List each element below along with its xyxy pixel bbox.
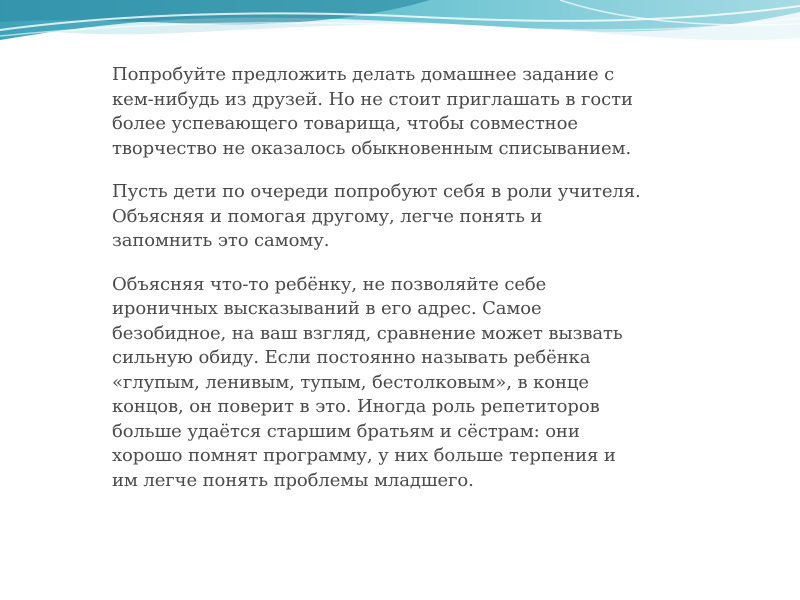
paragraph-children-as-teachers: Пусть дети по очереди попробуют себя в роли учителя. Объясняя и помогая другому, легче понять и запомнить это самому.: [112, 181, 641, 251]
paragraph-homework-with-friends: Попробуйте предложить делать домашнее задание с кем-нибудь из друзей. Но не стоит приглашать в гости более успевающего товарища, чтобы совместное творчество не оказалось обыкновенным списыванием.: [112, 64, 633, 159]
body-text: [112, 63, 742, 512]
wave-header-decoration: [0, 0, 800, 70]
paragraph-avoid-ironic-remarks: Объясняя что-то ребёнку, не позволяйте себе ироничных высказываний в его адрес. Самое безобидное, на ваш взгляд, сравнение может вызвать сильную обиду. Если постоянно называть ребёнка «глупым, ленивым, тупым, бестолковым», в конце концов, он поверит в это. Иногда роль репетиторов больше удаётся старшим братьям и сёстрам: они хорошо помнят программу, у них больше терпения и им легче понять проблемы младшего.: [112, 273, 623, 491]
